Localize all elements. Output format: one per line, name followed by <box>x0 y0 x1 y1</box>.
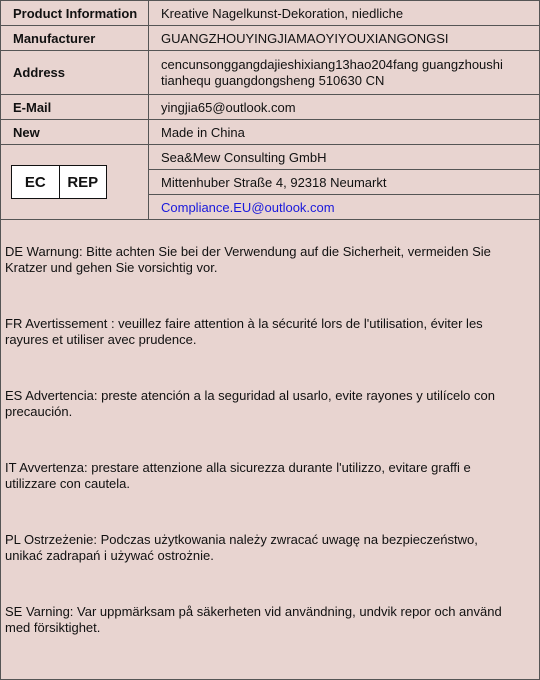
manufacturer-label: Manufacturer <box>1 26 149 51</box>
rep-address: Mittenhuber Straße 4, 92318 Neumarkt <box>149 170 540 195</box>
warning-de: DE Warnung: Bitte achten Sie bei der Verwendung auf die Sicherheit, vermeiden Sie Kratzer und gehen Sie vorsichtig vor. <box>5 244 491 275</box>
ec-rep-cell <box>1 145 149 220</box>
warning-es: ES Advertencia: preste atención a la seguridad al usarlo, evite rayones y utilícelo con precaución. <box>5 388 495 419</box>
new-label: New <box>1 120 149 145</box>
warning-se: SE Varning: Var uppmärksam på säkerheten vid användning, undvik repor och använd med försiktighet. <box>5 604 502 635</box>
new-value: Made in China <box>149 120 540 145</box>
manufacturer-value: GUANGZHOUYINGJIAMAOYIYOUXIANGONGSI <box>149 26 540 51</box>
email-label: E-Mail <box>1 95 149 120</box>
warning-fr: FR Avertissement : veuillez faire attention à la sécurité lors de l'utilisation, éviter les rayures et utiliser avec prudence. <box>5 316 483 347</box>
product-info-label: Product Information <box>1 1 149 26</box>
ec-rep-right-text: REP <box>59 166 107 198</box>
warning-it: IT Avvertenza: prestare attenzione alla sicurezza durante l'utilizzo, evitare graffi e utilizzare con cautela. <box>5 460 471 491</box>
ec-rep-left-text: EC <box>24 173 46 191</box>
address-line-2: tianhequ guangdongsheng 510630 CN <box>161 72 385 88</box>
product-info-value: Kreative Nagelkunst-Dekoration, niedliche <box>149 1 540 26</box>
rep-email-cell <box>149 195 540 220</box>
rep-email-link[interactable]: Compliance.EU@outlook.com <box>161 199 335 215</box>
address-line-1: cencunsonggangdajieshixiang13hao204fang guangzhoushi <box>161 56 503 72</box>
safety-warnings <box>5 244 517 676</box>
email-value: yingjia65@outlook.com <box>149 95 540 120</box>
product-info-table <box>0 0 540 220</box>
warning-pl: PL Ostrzeżenie: Podczas użytkowania należy zwracać uwagę na bezpieczeństwo, unikać zadrapań i używać ostrożnie. <box>5 532 478 563</box>
address-value <box>149 51 540 95</box>
address-label: Address <box>1 51 149 95</box>
rep-company: Sea&Mew Consulting GmbH <box>149 145 540 170</box>
ec-rep-logo <box>11 165 107 199</box>
